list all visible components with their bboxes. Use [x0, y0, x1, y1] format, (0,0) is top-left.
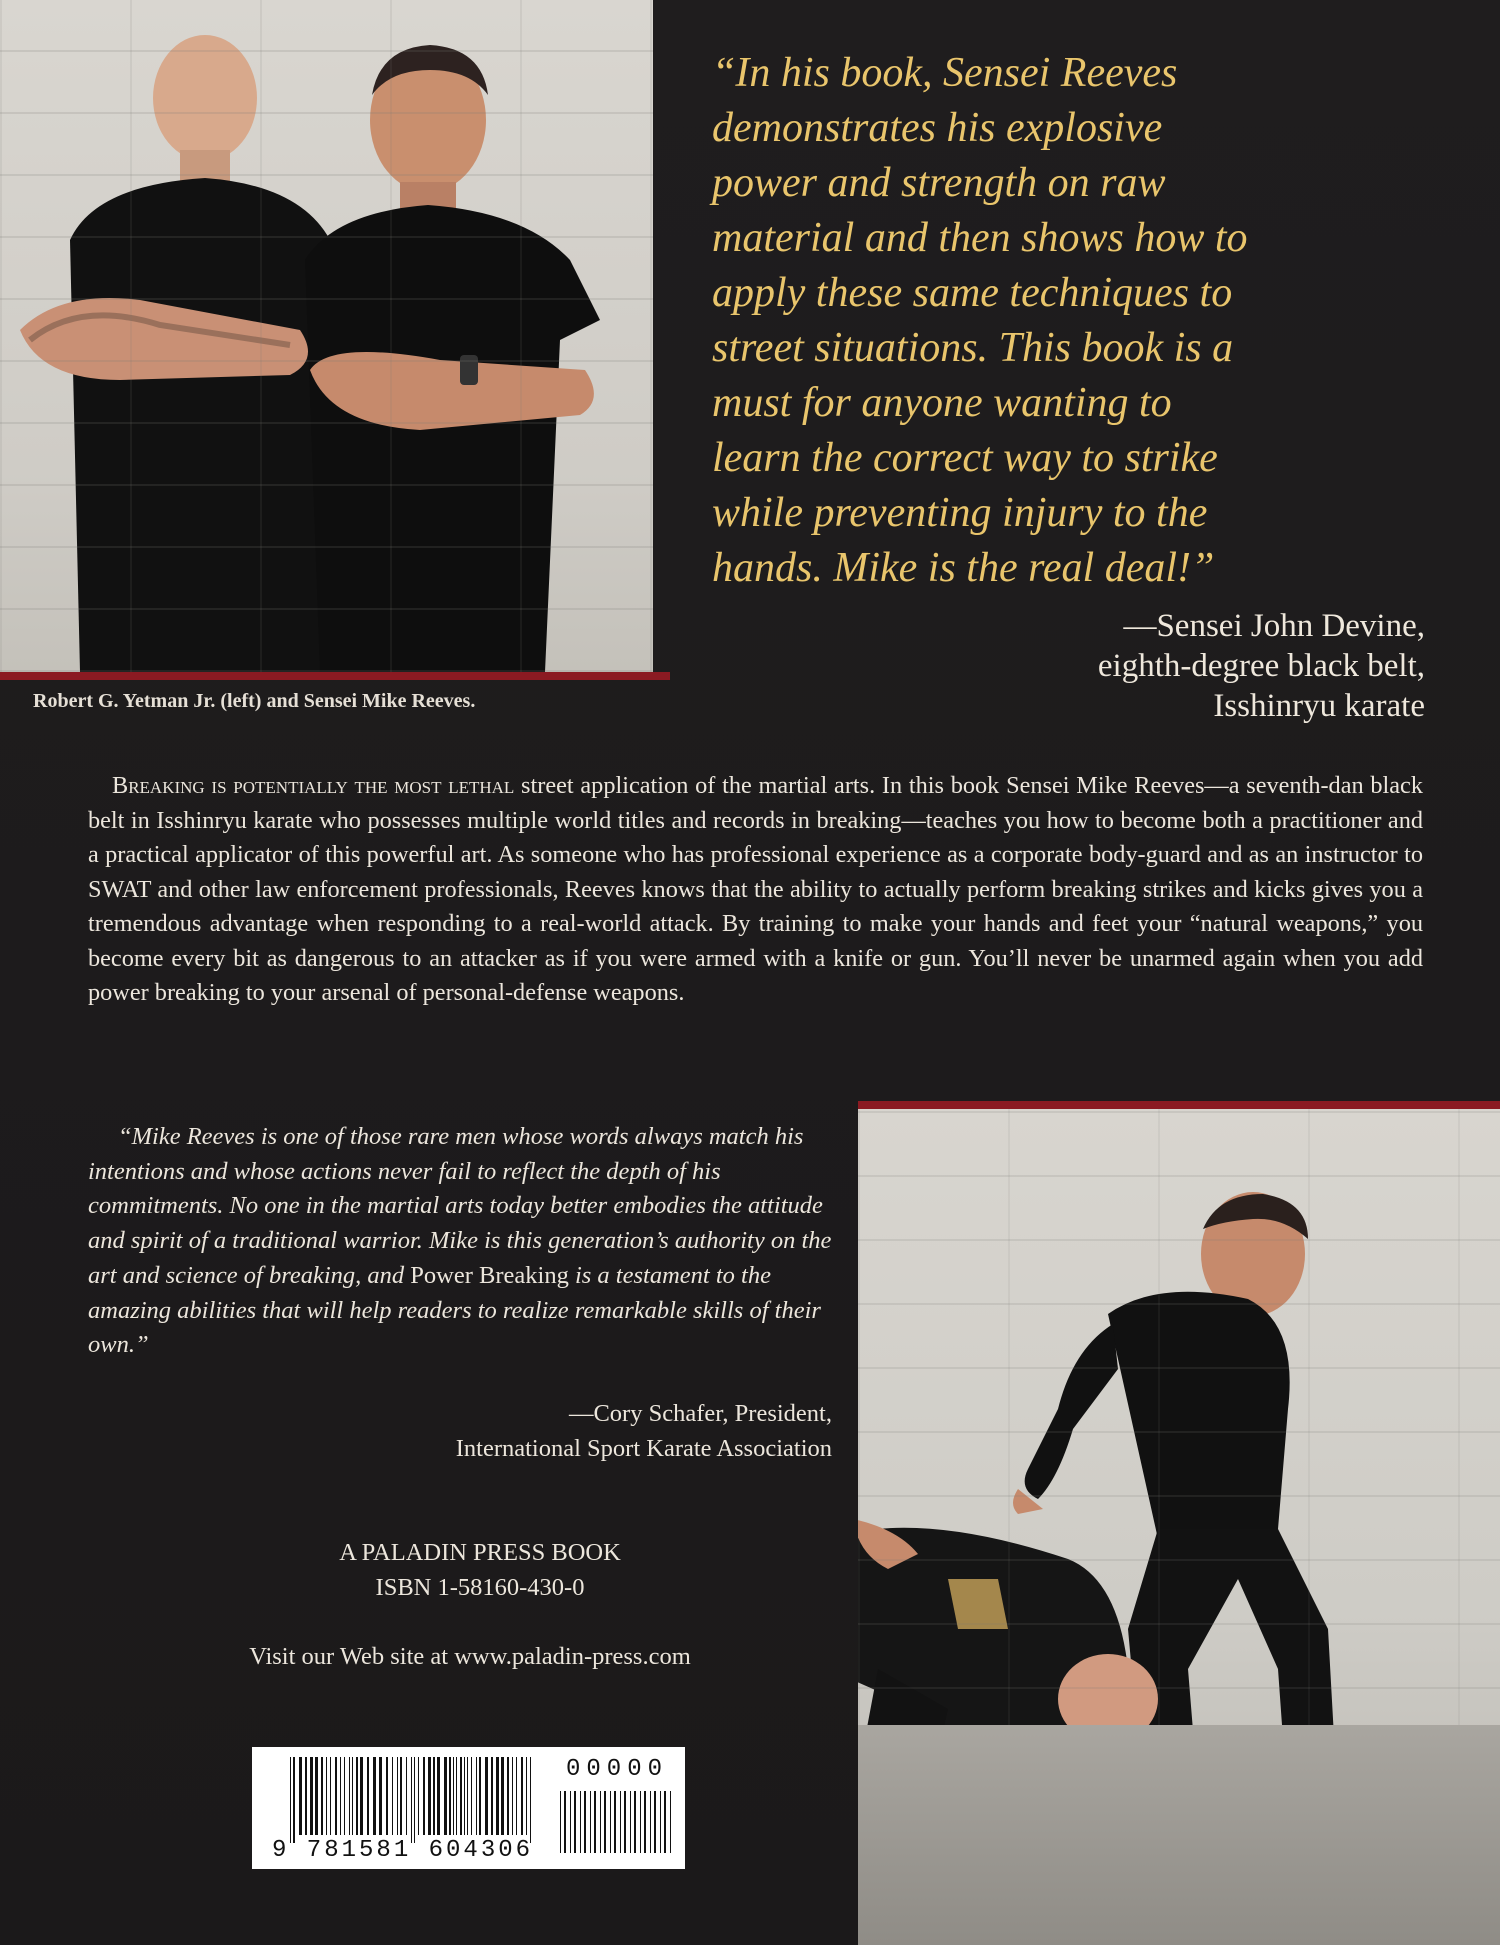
isbn-barcode [252, 1747, 685, 1869]
barcode-bar [315, 1757, 318, 1835]
barcode-bar [670, 1791, 671, 1853]
quote-main-attribution [900, 606, 1425, 726]
barcode-bar [460, 1757, 462, 1835]
barcode-bar [526, 1757, 527, 1835]
quote-second-part2: is a testament to the amazing abilities that will help readers to realize remarkable skills of their own.” [88, 1261, 821, 1359]
barcode-bar [610, 1791, 611, 1853]
barcode-bar [604, 1791, 606, 1853]
attribution-line: International Sport Karate Association [455, 1434, 832, 1462]
barcode-bar [664, 1791, 666, 1853]
quote-line: street situations. This book is a [712, 325, 1234, 371]
barcode-bar [640, 1791, 641, 1853]
barcode-bar [485, 1757, 488, 1835]
barcode-bar [386, 1757, 388, 1835]
barcode-bar [392, 1757, 393, 1835]
barcode-bar [360, 1757, 363, 1835]
barcode-bar [620, 1791, 621, 1853]
barcode-bar [367, 1757, 369, 1835]
quote-line: demonstrates his explosive [712, 105, 1163, 151]
barcode-bar [352, 1757, 353, 1835]
barcode-bar [476, 1757, 477, 1835]
attribution-line: Isshinryu karate [1213, 688, 1425, 724]
photo-caption: Robert G. Yetman Jr. (left) and Sensei Mike Reeves. [33, 690, 476, 712]
barcode-bar [299, 1757, 302, 1835]
attribution-line: eighth-degree black belt, [1097, 648, 1425, 684]
barcode-bar [290, 1757, 291, 1843]
barcode-bar [326, 1757, 327, 1835]
description-lead: Breaking is potentially the most lethal [112, 772, 515, 799]
barcode-bar [335, 1757, 337, 1835]
barcode-bar [379, 1757, 382, 1835]
barcode-bar [453, 1757, 454, 1835]
barcode-bar [491, 1757, 493, 1835]
barcode-bar [356, 1757, 358, 1835]
barcode-bar [644, 1791, 646, 1853]
barcode-digits: 9 781581 604306 [272, 1837, 534, 1864]
barcode-bar [496, 1757, 499, 1835]
isbn-line: ISBN 1-58160-430-0 [375, 1574, 585, 1601]
barcode-bar [340, 1757, 341, 1835]
barcode-bar [423, 1757, 425, 1835]
barcode-bar [293, 1757, 295, 1843]
publisher-line: A PALADIN PRESS BOOK [339, 1539, 621, 1566]
quote-line: “In his book, Sensei Reeves [712, 50, 1178, 96]
quote-line: apply these same techniques to [712, 270, 1233, 316]
barcode-bar [512, 1757, 513, 1835]
barcode-bar [349, 1757, 350, 1835]
quote-line: power and strength on raw [712, 160, 1166, 206]
description-body: street application of the martial arts. In this book Sensei Mike Reeves—a seventh-dan black belt in Isshinryu karate who possesses multiple world titles and records in breaking—teaches you how to become both a practitioner and a practical applicator of this powerful art. As someone who has professional experience as a corporate body-guard and as an instructor to SWAT and other law enforcement professionals, Reeves knows that the ability to actually perform breaking strikes and kicks gives you a tremendous advantage when responding to a real-world attack. By training to make your hands and feet your “natural weapons,” you become every bit as dangerous to an attacker as if you were armed with a knife or gun. You’ll never be unarmed again when you add power breaking to your arsenal of personal-defense weapons. [88, 772, 1423, 1006]
barcode-bar [660, 1791, 661, 1853]
book-title: Power Breaking [410, 1261, 569, 1289]
pull-quote-second [88, 1120, 833, 1363]
barcode-bar [310, 1757, 313, 1835]
barcode-bar [344, 1757, 345, 1835]
barcode-bar [321, 1757, 323, 1835]
barcode-bar [449, 1757, 451, 1835]
barcode-bar [411, 1757, 412, 1843]
barcode-bar [428, 1757, 431, 1835]
photo-two-men-arms-crossed [0, 0, 653, 672]
attribution-line: —Cory Schafer, President, [568, 1400, 832, 1427]
photo-divider-top [0, 672, 670, 680]
quote-line: hands. Mike is the real deal!” [712, 545, 1215, 591]
barcode-bar [305, 1757, 307, 1835]
quote-line: while preventing injury to the [712, 490, 1208, 536]
barcode-bar [479, 1757, 481, 1835]
barcode-bar [471, 1757, 472, 1835]
quote-second-attribution [260, 1397, 832, 1466]
barcode-addon-digits: 00000 [565, 1756, 668, 1783]
photo-divider-bottom [858, 1101, 1500, 1109]
barcode-bar [507, 1757, 509, 1835]
barcode-bar [456, 1757, 457, 1835]
photo-takedown-demonstration [858, 1109, 1500, 1945]
barcode-bar [516, 1757, 517, 1835]
attribution-line: —Sensei John Devine, [1123, 608, 1425, 644]
quote-line: must for anyone wanting to [712, 380, 1172, 426]
barcode-bar [418, 1757, 419, 1835]
pull-quote-main [712, 46, 1472, 596]
barcode-bar [433, 1757, 435, 1835]
barcode-bar [400, 1757, 402, 1835]
barcode-bar [464, 1757, 465, 1835]
quote-second-part1: “Mike Reeves is one of those rare men whose words always match his intentions and whose actions never fail to reflect the depth of his commitments. No one in the martial arts today better embodies the attitude and spirit of a traditional warrior. Mike is this generation’s authority on the art and science of breaking, and [88, 1123, 832, 1289]
quote-line: learn the correct way to strike [712, 435, 1218, 481]
barcode-bar [654, 1791, 656, 1853]
barcode-bar [437, 1757, 440, 1835]
barcode-bar [594, 1791, 596, 1853]
barcode-bar [634, 1791, 636, 1853]
barcode-bar [373, 1757, 376, 1835]
barcode-bar [650, 1791, 651, 1853]
barcode-bar [521, 1757, 523, 1835]
quote-line: material and then shows how to [712, 215, 1248, 261]
barcode-bar [501, 1757, 504, 1835]
barcode-bar [406, 1757, 407, 1835]
barcode-bar [444, 1757, 447, 1835]
barcode-bar [600, 1791, 601, 1853]
book-description [88, 769, 1423, 1011]
barcode-bar [467, 1757, 468, 1835]
barcode-bar [624, 1791, 626, 1853]
barcode-bar [614, 1791, 616, 1853]
barcode-bar [530, 1757, 531, 1843]
barcode-bar [397, 1757, 398, 1835]
barcode-bar [630, 1791, 631, 1853]
website-line: Visit our Web site at www.paladin-press.com [249, 1643, 691, 1670]
publisher-info [180, 1535, 780, 1605]
barcode-bar [330, 1757, 331, 1835]
barcode-bar [414, 1757, 415, 1843]
